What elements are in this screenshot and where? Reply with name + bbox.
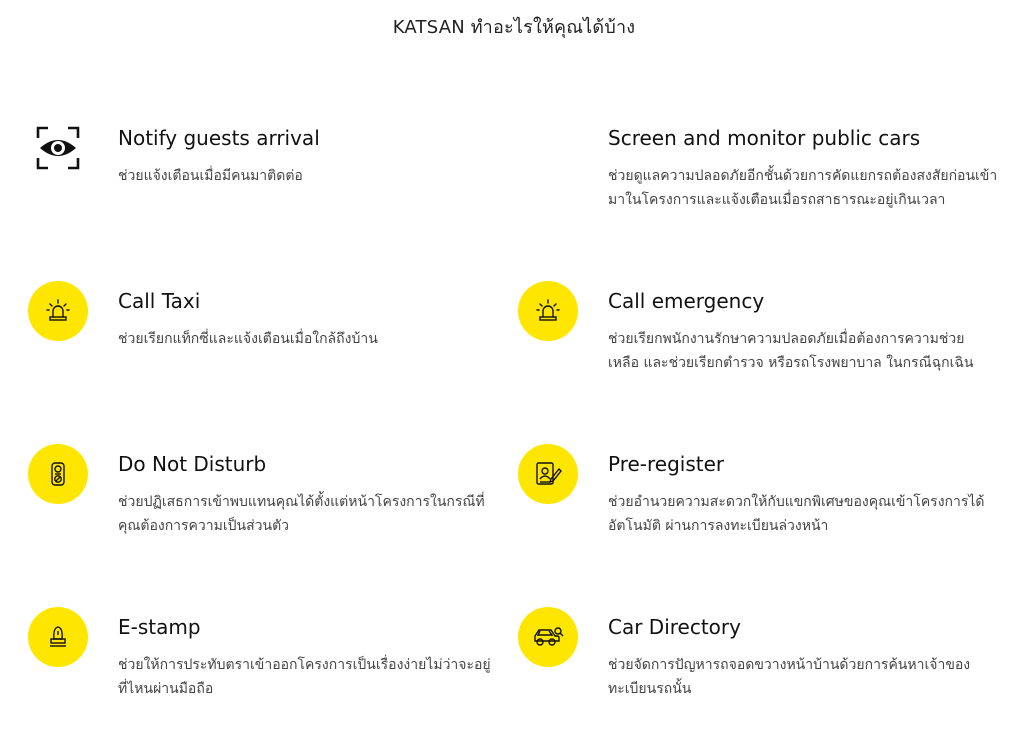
feature-title: Notify guests arrival	[118, 126, 320, 150]
feature-description: ช่วยดูแลความปลอดภัยอีกชั้นด้วยการคัดแยกรถต้องสงสัยก่อนเข้ามาในโครงการและแจ้งเตือนเมื่อรถสาธารณะอยู่เกินเวลา	[608, 168, 998, 208]
feature-car-directory	[608, 615, 988, 701]
stamp-icon	[44, 623, 72, 651]
feature-pre-register	[608, 452, 998, 538]
feature-title: Do Not Disturb	[118, 452, 267, 476]
feature-description: ช่วยอำนวยความสะดวกให้กับแขกพิเศษของคุณเข้าโครงการได้อัตโนมัติ ผ่านการลงทะเบียนล่วงหน้า	[608, 494, 985, 534]
feature-screen-public-cars	[608, 126, 1008, 212]
siren-icon	[44, 297, 72, 325]
feature-description: ช่วยแจ้งเตือนเมื่อมีคนมาติดต่อ	[118, 168, 303, 184]
feature-do-not-disturb	[118, 452, 498, 538]
eye-scan-icon	[36, 126, 80, 170]
feature-title: Call Taxi	[118, 289, 201, 313]
feature-title: E-stamp	[118, 615, 201, 639]
feature-title: Pre-register	[608, 452, 725, 476]
feature-call-taxi	[118, 289, 518, 351]
door-hanger-icon	[44, 460, 72, 488]
feature-description: ช่วยเรียกแท็กซี่และแจ้งเตือนเมื่อใกล้ถึงบ้าน	[118, 331, 378, 347]
car-search-icon	[531, 623, 565, 651]
siren-icon	[534, 297, 562, 325]
feature-description: ช่วยให้การประทับตราเข้าออกโครงการเป็นเรื่องง่ายไม่ว่าจะอยู่ที่ไหนผ่านมือถือ	[118, 657, 491, 697]
feature-description: ช่วยจัดการปัญหารถจอดขวางหน้าบ้านด้วยการค้นหาเจ้าของทะเบียนรถนั้น	[608, 657, 971, 697]
feature-title: Screen and monitor public cars	[608, 126, 921, 150]
feature-notify-guests	[118, 126, 518, 188]
feature-e-stamp	[118, 615, 498, 701]
feature-description: ช่วยปฏิเสธการเข้าพบแทนคุณได้ตั้งแต่หน้าโครงการในกรณีที่คุณต้องการความเป็นส่วนตัว	[118, 494, 485, 534]
page-title: KATSAN ทำอะไรให้คุณได้บ้าง	[392, 17, 636, 38]
feature-description: ช่วยเรียกพนักงานรักษาความปลอดภัยเมื่อต้องการความช่วยเหลือ และช่วยเรียกตำรวจ หรือรถโรงพยาบาล ในกรณีฉุกเฉิน	[608, 331, 974, 371]
feature-title: Call emergency	[608, 289, 765, 313]
feature-title: Car Directory	[608, 615, 741, 639]
id-card-pen-icon	[533, 459, 563, 489]
feature-call-emergency	[608, 289, 988, 375]
